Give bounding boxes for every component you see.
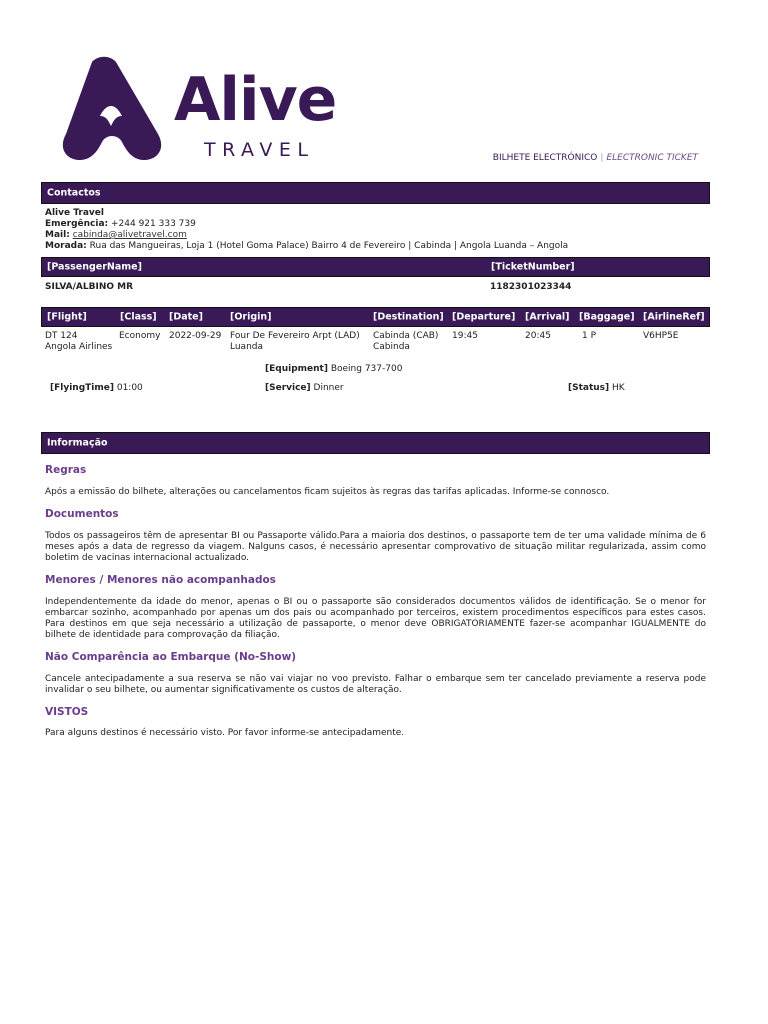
ticket-type-pt: BILHETE ELECTRÓNICO: [492, 153, 598, 163]
info-header-label: Informação: [47, 437, 108, 449]
section-text-documentos: Todos os passageiros têm de apresentar BI ou Passaporte válido.Para a maioria dos destinos, o passaporte tem de ter uma validade mínima de 6 meses após a data de regresso da viagem. Nalguns casos, é necessário apresentar comprovativo de situação militar regularizada, assim como boletim de vacinas internacional actualizado.: [45, 531, 706, 563]
contacts-company: Alive Travel: [45, 208, 104, 218]
service: [265, 383, 344, 394]
flight-destination-city: Cabinda: [373, 342, 410, 352]
equipment-value: Boeing 737-700: [330, 364, 403, 374]
contacts-mail: [45, 230, 187, 241]
flying-time: [50, 383, 143, 394]
passenger-name: SILVA/ALBINO MR: [45, 282, 134, 292]
ticket-type: [493, 153, 698, 163]
service-value: Dinner: [313, 383, 344, 393]
col-destination: [Destination]: [373, 311, 444, 323]
mail-link[interactable]: cabinda@alivetravel.com: [72, 230, 187, 240]
flight-departure: 19:45: [452, 331, 478, 341]
address-label: Morada:: [45, 241, 87, 251]
equipment-label: [Equipment]: [265, 364, 328, 374]
flying-time-label: [FlyingTime]: [50, 383, 114, 393]
status-value: HK: [612, 383, 625, 393]
col-airline-ref: [AirlineRef]: [643, 311, 705, 323]
section-text-no-show: Cancele antecipadamente a sua reserva se não vai viajar no voo previsto. Falhar o embarque sem ter cancelado previamente a reserva pode invalidar o seu bilhete, ou aumentar significativamente os custos de alteração.: [45, 674, 706, 695]
brand-logo: [58, 56, 358, 166]
address-value: Rua das Mangueiras, Loja 1 (Hotel Goma Palace) Bairro 4 de Fevereiro | Cabinda | Angola Luanda – Angola: [89, 241, 569, 251]
col-baggage: [Baggage]: [579, 311, 635, 323]
contacts-header-label: Contactos: [47, 187, 101, 199]
col-origin: [Origin]: [230, 311, 272, 323]
section-title-regras: Regras: [45, 464, 87, 476]
ticket-type-en: ELECTRONIC TICKET: [606, 153, 698, 163]
section-title-vistos: VISTOS: [45, 706, 89, 718]
info-header: [41, 432, 710, 454]
mail-label: Mail:: [45, 230, 70, 240]
equipment: [265, 364, 402, 375]
service-label: [Service]: [265, 383, 311, 393]
col-class: [Class]: [120, 311, 157, 323]
passenger-header: [41, 257, 710, 277]
section-title-menores: Menores / Menores não acompanhados: [45, 574, 276, 586]
contacts-emergency: [45, 219, 196, 230]
col-flight: [Flight]: [47, 311, 87, 323]
flying-time-value: 01:00: [116, 383, 143, 393]
flight-arrival: 20:45: [525, 331, 551, 341]
passenger-name-header: [PassengerName]: [47, 261, 142, 273]
flight-origin: Four De Fevereiro Arpt (LAD): [230, 331, 360, 341]
flight-baggage: 1 P: [582, 331, 597, 341]
contacts-address: [45, 241, 568, 252]
emergency-label: Emergência:: [45, 219, 109, 229]
flight-airline: Angola Airlines: [45, 342, 113, 352]
ticket-number: 1182301023344: [490, 282, 572, 292]
flight-date: 2022-09-29: [169, 331, 222, 341]
flight-origin-city: Luanda: [230, 342, 264, 352]
section-title-no-show: Não Comparência ao Embarque (No-Show): [45, 651, 297, 663]
section-text-regras: Após a emissão do bilhete, alterações ou cancelamentos ficam sujeitos às regras das tarifas aplicadas. Informe-se connosco.: [45, 487, 610, 497]
alive-logo-mark-icon: [58, 56, 166, 162]
flight-number: DT 124: [45, 331, 78, 341]
contacts-header: [41, 182, 710, 204]
ticket-type-separator: |: [600, 153, 604, 163]
status: [568, 383, 625, 394]
flight-table-header: [41, 307, 710, 327]
flight-airline-ref: V6HP5E: [643, 331, 679, 341]
flight-class: Economy: [119, 331, 161, 341]
flight-destination: Cabinda (CAB): [373, 331, 439, 341]
brand-name: Alive: [174, 65, 337, 135]
brand-subtitle: TRAVEL: [204, 139, 315, 161]
status-label: [Status]: [568, 383, 610, 393]
col-arrival: [Arrival]: [525, 311, 570, 323]
emergency-value: +244 921 333 739: [111, 219, 196, 229]
ticket-number-header: [TicketNumber]: [491, 261, 575, 273]
section-text-vistos: Para alguns destinos é necessário visto. Por favor informe-se antecipadamente.: [45, 728, 405, 738]
section-text-menores: Independentemente da idade do menor, apenas o BI ou o passaporte são considerados documentos válidos de identificação. Se o menor for embarcar sozinho, acompanhado por apenas um dos pais ou acompanhado por terceiros, existem procedimentos específicos para estes casos. Para destinos em que seja necessário a utilização de passaporte, o menor deve OBRIGATORIAMENTE fazer-se acompanhar IGUALMENTE do bilhete de identidade para comprovação da filiação.: [45, 597, 706, 640]
col-date: [Date]: [169, 311, 203, 323]
section-title-documentos: Documentos: [45, 508, 119, 520]
col-departure: [Departure]: [452, 311, 516, 323]
